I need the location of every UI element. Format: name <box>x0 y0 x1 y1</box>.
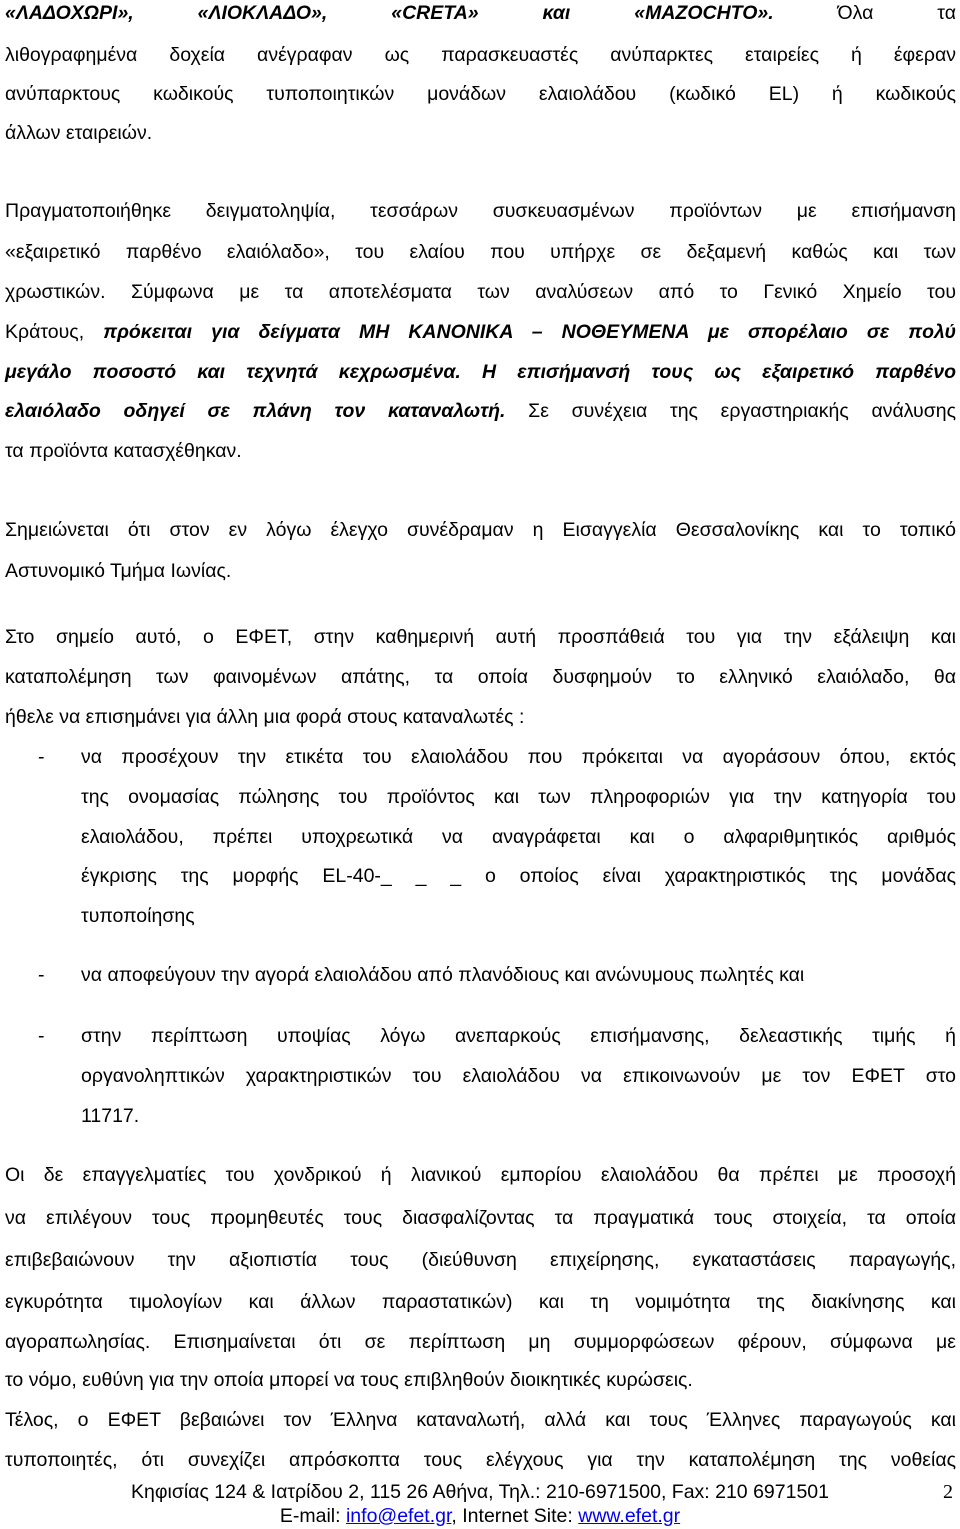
bullet-1-line-3: ελαιολάδου, πρέπει υποχρεωτικά να αναγράφεται και ο αλφαριθμητικός αριθμός <box>81 826 956 848</box>
p2-line-4-bold: πρόκειται για δείγματα ΜΗ ΚΑΝΟΝΙΚΑ – ΝΟΘΕΥΜΕΝΑ με σπορέλαιο σε πολύ <box>103 321 956 343</box>
p4-line-3: ήθελε να επισημάνει για άλλη μια φορά στους καταναλωτές : <box>5 706 525 728</box>
bullet-marker-3: - <box>38 1025 45 1047</box>
footer-address: Κηφισίας 124 & Ιατρίδου 2, 115 26 Αθήνα, Τηλ.: 210-6971500, Fax: 210 6971501 <box>130 1481 829 1503</box>
p2-line-5 <box>5 360 956 384</box>
p4-line-1: Στο σημείο αυτό, ο ΕΦΕΤ, στην καθημερινή αυτή προσπάθειά του για την εξάλειψη και <box>5 626 956 648</box>
p2-line-6 <box>5 399 956 423</box>
p2-line-5-bold-b: Η επισήμανσή τους ως εξαιρετικό παρθένο <box>460 361 956 383</box>
p5-line-6: το νόμο, ευθύνη για την οποία μπορεί να τους επιβληθούν διοικητικές κυρώσεις. <box>5 1369 693 1391</box>
p4-line-2: καταπολέμηση των φαινομένων απάτης, τα οποία δυσφημούν το ελληνικό ελαιόλαδο, θα <box>5 666 956 688</box>
page-number: 2 <box>943 1481 953 1503</box>
p2-line-3: χρωστικών. Σύμφωνα με τα αποτελέσματα των αναλύσεων από το Γενικό Χημείο του <box>5 281 956 303</box>
bullet-marker-1: - <box>38 746 45 768</box>
p3-line-1: Σημειώνεται ότι στον εν λόγω έλεγχο συνέδραμαν η Εισαγγελία Θεσσαλονίκης και το τοπικό <box>5 519 956 541</box>
p1-line-1 <box>5 1 956 25</box>
p1-line-1-rest: Όλα τα <box>773 2 956 24</box>
bullet-3-line-3: 11717. <box>81 1105 140 1127</box>
footer-contact <box>0 1504 960 1528</box>
p2-line-4 <box>5 320 956 344</box>
bullet-1-line-2: της ονομασίας πώλησης του προϊόντος και των πληροφοριών για την κατηγορία του <box>81 786 956 808</box>
p1-line-3: ανύπαρκτους κωδικούς τυποποιητικών μονάδων ελαιολάδου (κωδικό EL) ή κωδικούς <box>5 83 956 105</box>
p5-line-3: επιβεβαιώνουν την αξιοπιστία τους (διεύθυνση επιχείρησης, εγκαταστάσεις παραγωγής, <box>5 1249 956 1271</box>
p2-line-1: Πραγματοποιήθηκε δειγματοληψία, τεσσάρων συσκευασμένων προϊόντων με επισήμανση <box>5 200 956 222</box>
p2-line-6-bold: ελαιόλαδο οδηγεί σε πλάνη τον καταναλωτή. <box>5 400 506 422</box>
p1-line-4: άλλων εταιρειών. <box>5 122 153 144</box>
p2-line-7: τα προϊόντα κατασχέθηκαν. <box>5 440 242 462</box>
p2-line-5-bold-a: μεγάλο ποσοστό και τεχνητά κεχρωσμένα. <box>5 361 461 383</box>
bullet-1-line-5: τυποποίησης <box>81 905 195 927</box>
p2-line-6-rest: Σε συνέχεια της εργαστηριακής ανάλυσης <box>505 400 956 422</box>
bullet-3-line-1: στην περίπτωση υποψίας λόγω ανεπαρκούς επισήμανσης, δελεαστικής τιμής ή <box>81 1025 956 1047</box>
p2-line-2: «εξαιρετικό παρθένο ελαιόλαδο», του ελαίου που υπήρχε σε δεξαμενή καθώς και των <box>5 241 956 263</box>
p2-line-4-plain: Κράτους, <box>5 321 104 343</box>
brand-names: «ΛΑΔΟΧΩΡΙ», «ΛΙΟΚΛΑΔΟ», «CRETA» και «MAZOCHTO». <box>5 2 774 24</box>
p5-line-1: Οι δε επαγγελματίες του χονδρικού ή λιανικού εμπορίου ελαιολάδου θα πρέπει με προσοχή <box>5 1164 956 1186</box>
site-label: , Internet Site: <box>451 1505 579 1527</box>
email-label: E-mail: <box>279 1505 346 1527</box>
bullet-2-line-1: να αποφεύγουν την αγορά ελαιολάδου από πλανόδιους και ανώνυμους πωλητές και <box>81 964 805 986</box>
p5-line-2: να επιλέγουν τους προμηθευτές τους διασφαλίζοντας τα πραγματικά τους στοιχεία, τα οποία <box>5 1207 956 1229</box>
p6-line-1: Τέλος, ο ΕΦΕΤ βεβαιώνει τον Έλληνα καταναλωτή, αλλά και τους Έλληνες παραγωγούς και <box>5 1409 956 1431</box>
bullet-1-line-1: να προσέχουν την ετικέτα του ελαιολάδου που πρόκειται να αγοράσουν όπου, εκτός <box>81 746 956 768</box>
bullet-marker-2: - <box>38 964 45 986</box>
p5-line-4: εγκυρότητα τιμολογίων και άλλων παραστατικών) και τη νομιμότητα της διακίνησης και <box>5 1291 956 1313</box>
p5-line-5: αγοραπωλησίας. Επισημαίνεται ότι σε περίπτωση μη συμμορφώσεων φέρουν, σύμφωνα με <box>5 1331 956 1353</box>
p3-line-2: Αστυνομικό Τμήμα Ιωνίας. <box>5 560 232 582</box>
p6-line-2: τυποποιητές, ότι συνεχίζει απρόσκοπτα τους ελέγχους για την καταπολέμηση της νοθείας <box>5 1449 956 1471</box>
website-link[interactable]: www.efet.gr <box>578 1505 681 1527</box>
bullet-1-line-4: έγκρισης της μορφής EL-40-_ _ _ ο οποίος είναι χαρακτηριστικός της μονάδας <box>81 865 956 887</box>
bullet-3-line-2: οργανοληπτικών χαρακτηριστικών του ελαιολάδου να επικοινωνούν με τον ΕΦΕΤ στο <box>81 1065 956 1087</box>
email-link[interactable]: info@efet.gr <box>345 1505 452 1527</box>
p1-line-2: λιθογραφημένα δοχεία ανέγραφαν ως παρασκευαστές ανύπαρκτες εταιρείες ή έφεραν <box>5 44 956 66</box>
